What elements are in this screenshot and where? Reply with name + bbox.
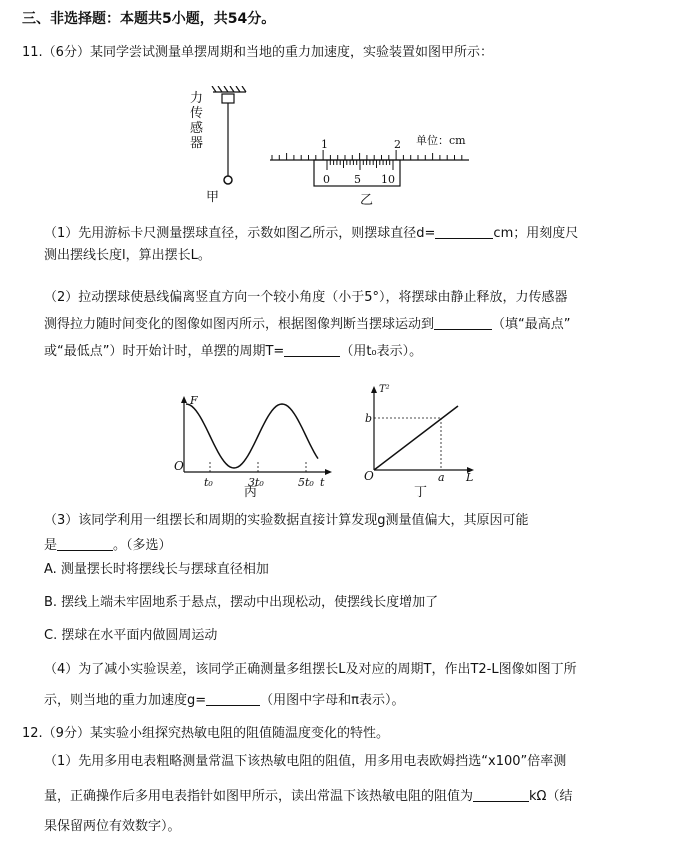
q11-p1-line1: （1）先用游标卡尺测量摆球直径，示数如图乙所示，则摆球直径d= cm；用刻度尺 xyxy=(44,226,579,241)
ding-origin: O xyxy=(364,469,374,483)
ding-y-arrow xyxy=(371,386,377,393)
q12-p1-line3: 果保留两位有效数字）。 xyxy=(44,819,181,834)
ding-y-label: T² xyxy=(379,384,390,395)
answer-blank-diameter[interactable] xyxy=(435,224,493,239)
question-12-stem: 12.（9分）某实验小组探究热敏电阻的阻值随温度变化的特性。 xyxy=(22,726,389,741)
figure-bing xyxy=(170,390,340,500)
figure-bing-caption: 丙 xyxy=(244,485,258,500)
bing-tick-5t0: 5t₀ xyxy=(298,476,314,489)
answer-blank-resistance[interactable] xyxy=(473,787,529,802)
figure-ding xyxy=(362,380,482,500)
option-c[interactable]: C. 摆球在水平面内做圆周运动 xyxy=(44,628,218,643)
bing-y-arrow xyxy=(181,396,187,403)
figure-ding-caption: 丁 xyxy=(414,485,428,500)
bing-tick-guides xyxy=(210,462,306,472)
ding-y-tick-b: b xyxy=(365,412,373,425)
bing-y-label: F xyxy=(190,394,198,407)
answer-blank-reason[interactable] xyxy=(57,536,113,551)
svg-text:感: 感 xyxy=(190,121,204,136)
figure-yi-caption: 乙 xyxy=(360,193,374,208)
answer-blank-period[interactable] xyxy=(284,342,340,357)
figure-jia-caption: 甲 xyxy=(206,190,220,205)
sensor-label xyxy=(190,90,203,151)
main-scale-ticks xyxy=(272,150,462,160)
unit-label: 单位：cm xyxy=(416,134,466,147)
main-scale-number-2: 2 xyxy=(394,138,401,151)
vernier-number-0: 0 xyxy=(323,173,330,186)
support-hatch xyxy=(212,86,246,176)
pendulum-bob xyxy=(224,176,232,184)
q11-p3-line2: 是 。（多选） xyxy=(44,538,172,553)
answer-blank-position[interactable] xyxy=(434,315,492,330)
q11-p2-line3: 或“最低点”）时开始计时，单摆的周期T= （用t₀表示）。 xyxy=(44,344,423,359)
bing-x-arrow xyxy=(325,469,332,475)
option-a[interactable]: A. 测量摆长时将摆线长与摆球直径相加 xyxy=(44,562,269,577)
q11-p3-line1: （3）该同学利用一组摆长和周期的实验数据直接计算发现g测量值偏大，其原因可能 xyxy=(44,513,529,528)
figure-yi xyxy=(264,130,474,210)
q11-p2-line1: （2）拉动摆球使悬线偏离竖直方向一个较小角度（小于5°），将摆球由静止释放，力传感器 xyxy=(44,290,568,305)
vernier-number-5: 5 xyxy=(354,173,361,186)
q11-p4-line1: （4）为了减小实验误差，该同学正确测量多组摆长L及对应的周期T，作出T2-L图像如图丁所 xyxy=(44,662,577,677)
svg-text:器: 器 xyxy=(190,136,204,151)
bing-tick-t0: t₀ xyxy=(204,476,213,489)
vernier-number-10: 10 xyxy=(381,173,395,186)
ding-x-tick-a: a xyxy=(438,471,445,484)
q11-p1-line2: 测出摆线长度l，算出摆长L。 xyxy=(44,248,211,263)
q12-p1-line2: 量，正确操作后多用电表指针如图甲所示，读出常温下该热敏电阻的阻值为 kΩ（结 xyxy=(44,789,573,804)
option-b[interactable]: B. 摆线上端未牢固地系于悬点，摆动中出现松动，使摆线长度增加了 xyxy=(44,595,439,610)
q12-p1-line1: （1）先用多用电表粗略测量常温下该热敏电阻的阻值，用多用电表欧姆挡选“x100”倍率测 xyxy=(44,754,567,769)
figure-jia xyxy=(180,86,250,206)
answer-blank-gravity[interactable] xyxy=(206,691,260,706)
q11-p4-line2: 示，则当地的重力加速度g= （用图中字母和π表示）。 xyxy=(44,693,405,708)
bing-tick-3t0: 3t₀ xyxy=(248,476,264,489)
svg-text:传: 传 xyxy=(190,106,204,121)
ding-x-label: L xyxy=(466,471,474,484)
q11-p2-line2: 测得拉力随时间变化的图像如图丙所示，根据图像判断当摆球运动到 （填“最高点” xyxy=(44,317,571,332)
bing-origin: O xyxy=(174,459,184,473)
vernier-ticks xyxy=(327,160,393,170)
bing-x-label: t xyxy=(320,476,325,489)
question-11-stem: 11.（6分）某同学尝试测量单摆周期和当地的重力加速度，实验装置如图甲所示： xyxy=(22,45,493,60)
main-scale-number-1: 1 xyxy=(321,138,328,151)
section-heading: 三、非选择题：本题共5小题，共54分。 xyxy=(22,11,276,27)
svg-text:力: 力 xyxy=(190,91,204,106)
force-curve xyxy=(186,404,318,468)
ding-fit-line xyxy=(374,406,458,470)
